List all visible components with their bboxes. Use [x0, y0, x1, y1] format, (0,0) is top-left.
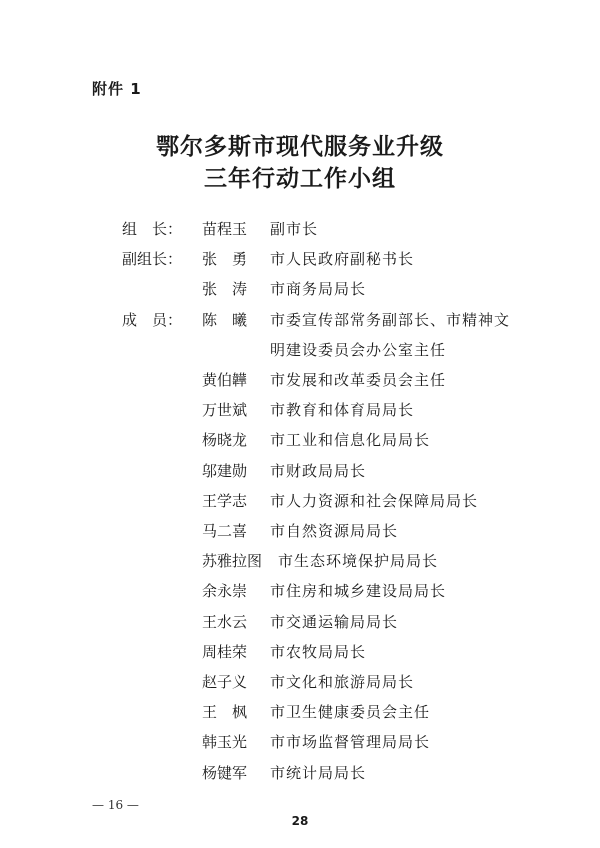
- member-duty: 市市场监督管理局局长: [270, 733, 431, 752]
- member-name: 王学志: [202, 491, 248, 510]
- member-duty: 市文化和旅游局局长: [270, 673, 415, 691]
- member-role: 组 长：: [122, 220, 183, 238]
- member-duty: 市商务局局长: [270, 280, 367, 299]
- member-duty: 市人力资源和社会保障局局长: [270, 491, 479, 510]
- member-role: 副组长：: [122, 250, 183, 269]
- member-name: 苗程玉: [202, 220, 248, 238]
- member-name: 万世斌: [202, 401, 248, 420]
- member-name: 张 勇: [202, 250, 248, 269]
- member-name: 黄伯韡: [202, 371, 248, 389]
- member-name: 韩玉光: [202, 733, 248, 752]
- member-name: 王水云: [202, 612, 248, 631]
- pdf-page-number: 28: [291, 814, 309, 828]
- member-name: 马二喜: [202, 522, 248, 540]
- member-duty: 市卫生健康委员会主任: [270, 703, 431, 722]
- member-name: 王 枫: [202, 703, 248, 722]
- attachment-label: 附件 1: [92, 80, 142, 98]
- member-duty: 市发展和改革委员会主任: [270, 371, 447, 389]
- member-role: 成 员：: [122, 310, 183, 329]
- page-number: — 16 —: [92, 798, 139, 812]
- member-duty: 市交通运输局局长: [270, 612, 399, 631]
- member-duty: 市农牧局局长: [270, 642, 367, 661]
- member-name: 杨键军: [202, 763, 248, 782]
- member-duty: 市自然资源局局长: [270, 522, 399, 540]
- member-duty: 市生态环境保护局局长: [278, 552, 439, 571]
- member-name: 余永崇: [202, 582, 248, 601]
- member-duty: 明建设委员会办公室主任: [270, 340, 447, 359]
- member-name: 邬建勋: [202, 461, 248, 480]
- member-name: 张 涛: [202, 280, 248, 299]
- member-name: 杨晓龙: [202, 431, 248, 450]
- member-duty: 市委宣传部常务副部长、市精神文: [270, 310, 511, 329]
- document-title-line-2: 三年行动工作小组: [204, 165, 396, 192]
- member-name: 陈 曦: [202, 310, 248, 329]
- member-duty: 副市长: [270, 220, 319, 238]
- member-name: 苏雅拉图: [202, 552, 263, 571]
- member-duty: 市人民政府副秘书长: [270, 250, 415, 269]
- member-duty: 市统计局局长: [270, 763, 367, 782]
- member-name: 周桂荣: [202, 642, 248, 661]
- member-duty: 市住房和城乡建设局局长: [270, 582, 447, 601]
- member-duty: 市工业和信息化局局长: [270, 431, 431, 450]
- member-name: 赵子义: [202, 673, 248, 691]
- member-duty: 市教育和体育局局长: [270, 401, 415, 420]
- document-title-line-1: 鄂尔多斯市现代服务业升级: [156, 133, 444, 160]
- member-duty: 市财政局局长: [270, 461, 367, 480]
